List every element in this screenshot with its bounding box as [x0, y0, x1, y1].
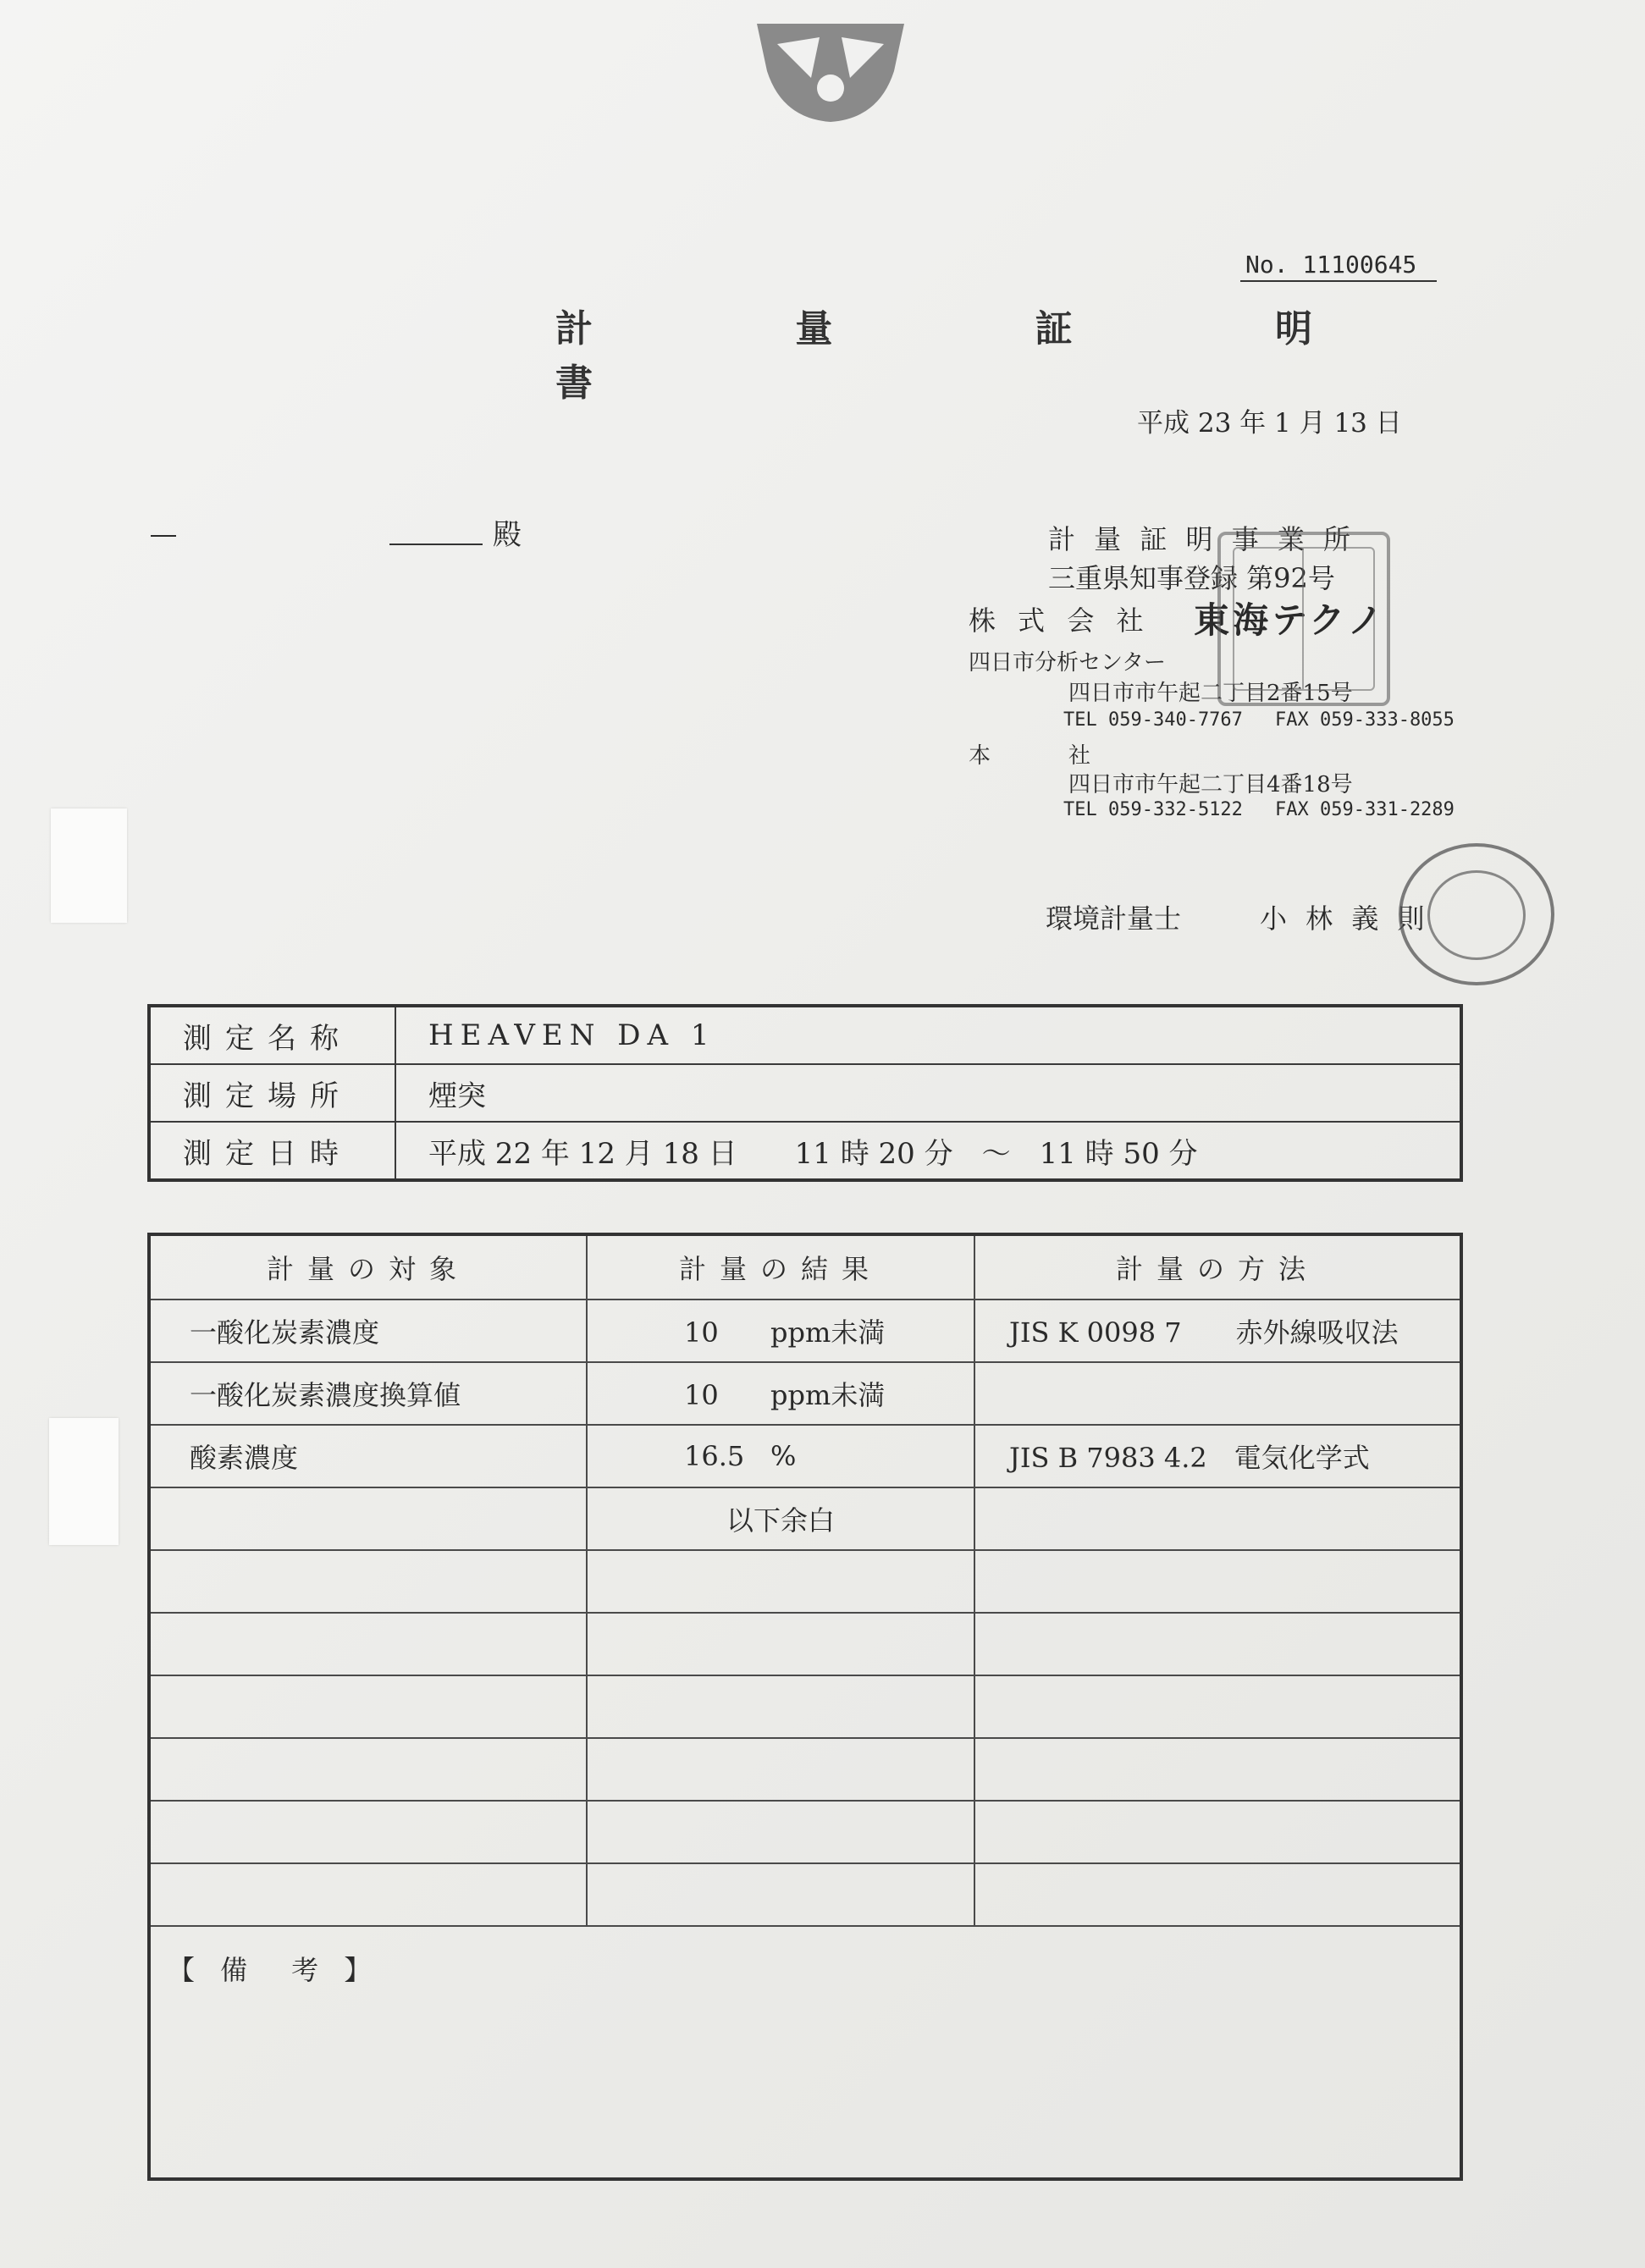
hq-fax: FAX 059-331-2289: [1275, 799, 1455, 820]
info-row-datetime: [149, 1122, 1461, 1180]
hq-address: 四日市市午起二丁目4番18号: [1068, 772, 1353, 797]
addressee-honorific: 殿: [493, 518, 522, 552]
header-target: 計量の対象: [149, 1234, 587, 1300]
certificate-number: No. 11100645: [1240, 251, 1437, 282]
issuer-registration: 三重県知事登録 第92号: [1048, 562, 1335, 594]
row-value: 10: [684, 1379, 719, 1411]
table-row-empty: [149, 1863, 1461, 1926]
emblem-logo: [752, 19, 909, 125]
branch-fax: FAX 059-333-8055: [1275, 709, 1455, 731]
table-row-empty: [149, 1738, 1461, 1801]
info-row-name: [149, 1006, 1461, 1064]
row-method: JIS B 7983 4.2 電気化学式: [974, 1425, 1461, 1487]
info-value-datetime: 平成 22 年 12 月 18 日 11 時 20 分 ～ 11 時 50 分: [395, 1122, 1461, 1180]
table-row-empty: [149, 1613, 1461, 1675]
info-value-place: 煙突: [395, 1064, 1461, 1122]
branch-tel: TEL 059-340-7767: [1063, 709, 1243, 731]
company-prefix: 株 式 会 社: [969, 604, 1151, 637]
table-row-end-note: [149, 1487, 1461, 1550]
row-result: [587, 1300, 974, 1362]
addressee-prefix: ―: [151, 520, 176, 549]
table-row-empty: [149, 1675, 1461, 1738]
row-unit: ppm未満: [770, 1379, 886, 1411]
table-row-empty: [149, 1550, 1461, 1613]
measurement-info-table: [147, 1004, 1463, 1182]
hq-label-2: 社: [1068, 743, 1091, 769]
company-seal-stamp: [1217, 532, 1390, 706]
table-header-row: [149, 1234, 1461, 1300]
remarks-row: [149, 1926, 1461, 2179]
row-target: 一酸化炭素濃度: [149, 1300, 587, 1362]
row-unit: ppm未満: [770, 1316, 886, 1349]
tape-strip-bottom: [49, 1418, 119, 1545]
remarks-label: 【 備 考 】: [168, 1954, 380, 1986]
info-label-datetime: 測定日時: [149, 1122, 395, 1180]
row-target: 一酸化炭素濃度換算値: [149, 1362, 587, 1425]
row-unit: %: [770, 1440, 797, 1472]
remarks-cell: [149, 1926, 1461, 2179]
row-result: [587, 1362, 974, 1425]
row-value: 10: [684, 1316, 719, 1349]
table-row-empty: [149, 1801, 1461, 1863]
table-row: [149, 1425, 1461, 1487]
row-result: [587, 1425, 974, 1487]
document-title: 計 量 証 明 書: [555, 307, 1407, 405]
info-label-place: 測定場所: [149, 1064, 395, 1122]
hq-tel: TEL 059-332-5122: [1063, 799, 1243, 820]
certifier-title: 環境計量士: [1046, 902, 1182, 935]
issuer-type: 計 量 証 明 事 業 所: [1048, 523, 1356, 555]
header-result: 計量の結果: [587, 1234, 974, 1300]
issue-date: 平成 23 年 1 月 13 日: [1137, 408, 1402, 439]
tape-strip-top: [51, 808, 127, 923]
hq-label-1: 本: [969, 743, 991, 769]
info-label-name: 測定名称: [149, 1006, 395, 1064]
table-row: [149, 1362, 1461, 1425]
measurement-results-table: [147, 1233, 1463, 2181]
row-method: JIS K 0098 7 赤外線吸収法: [974, 1300, 1461, 1362]
info-value-name: HEAVEN DA 1: [395, 1006, 1461, 1064]
row-method: [974, 1362, 1461, 1425]
end-note: 以下余白: [587, 1487, 974, 1550]
branch-address: 四日市市午起二丁目2番15号: [1068, 681, 1353, 706]
company-name: 東海テクノ: [1194, 599, 1387, 641]
addressee-underline: [389, 544, 483, 545]
header-method: 計量の方法: [974, 1234, 1461, 1300]
table-row: [149, 1300, 1461, 1362]
row-value: 16.5: [684, 1440, 745, 1472]
info-row-place: [149, 1064, 1461, 1122]
certifier-round-seal: [1399, 843, 1554, 985]
row-target: 酸素濃度: [149, 1425, 587, 1487]
branch-name: 四日市分析センター: [969, 650, 1166, 676]
certifier-name: 小 林 義 則: [1260, 902, 1430, 935]
